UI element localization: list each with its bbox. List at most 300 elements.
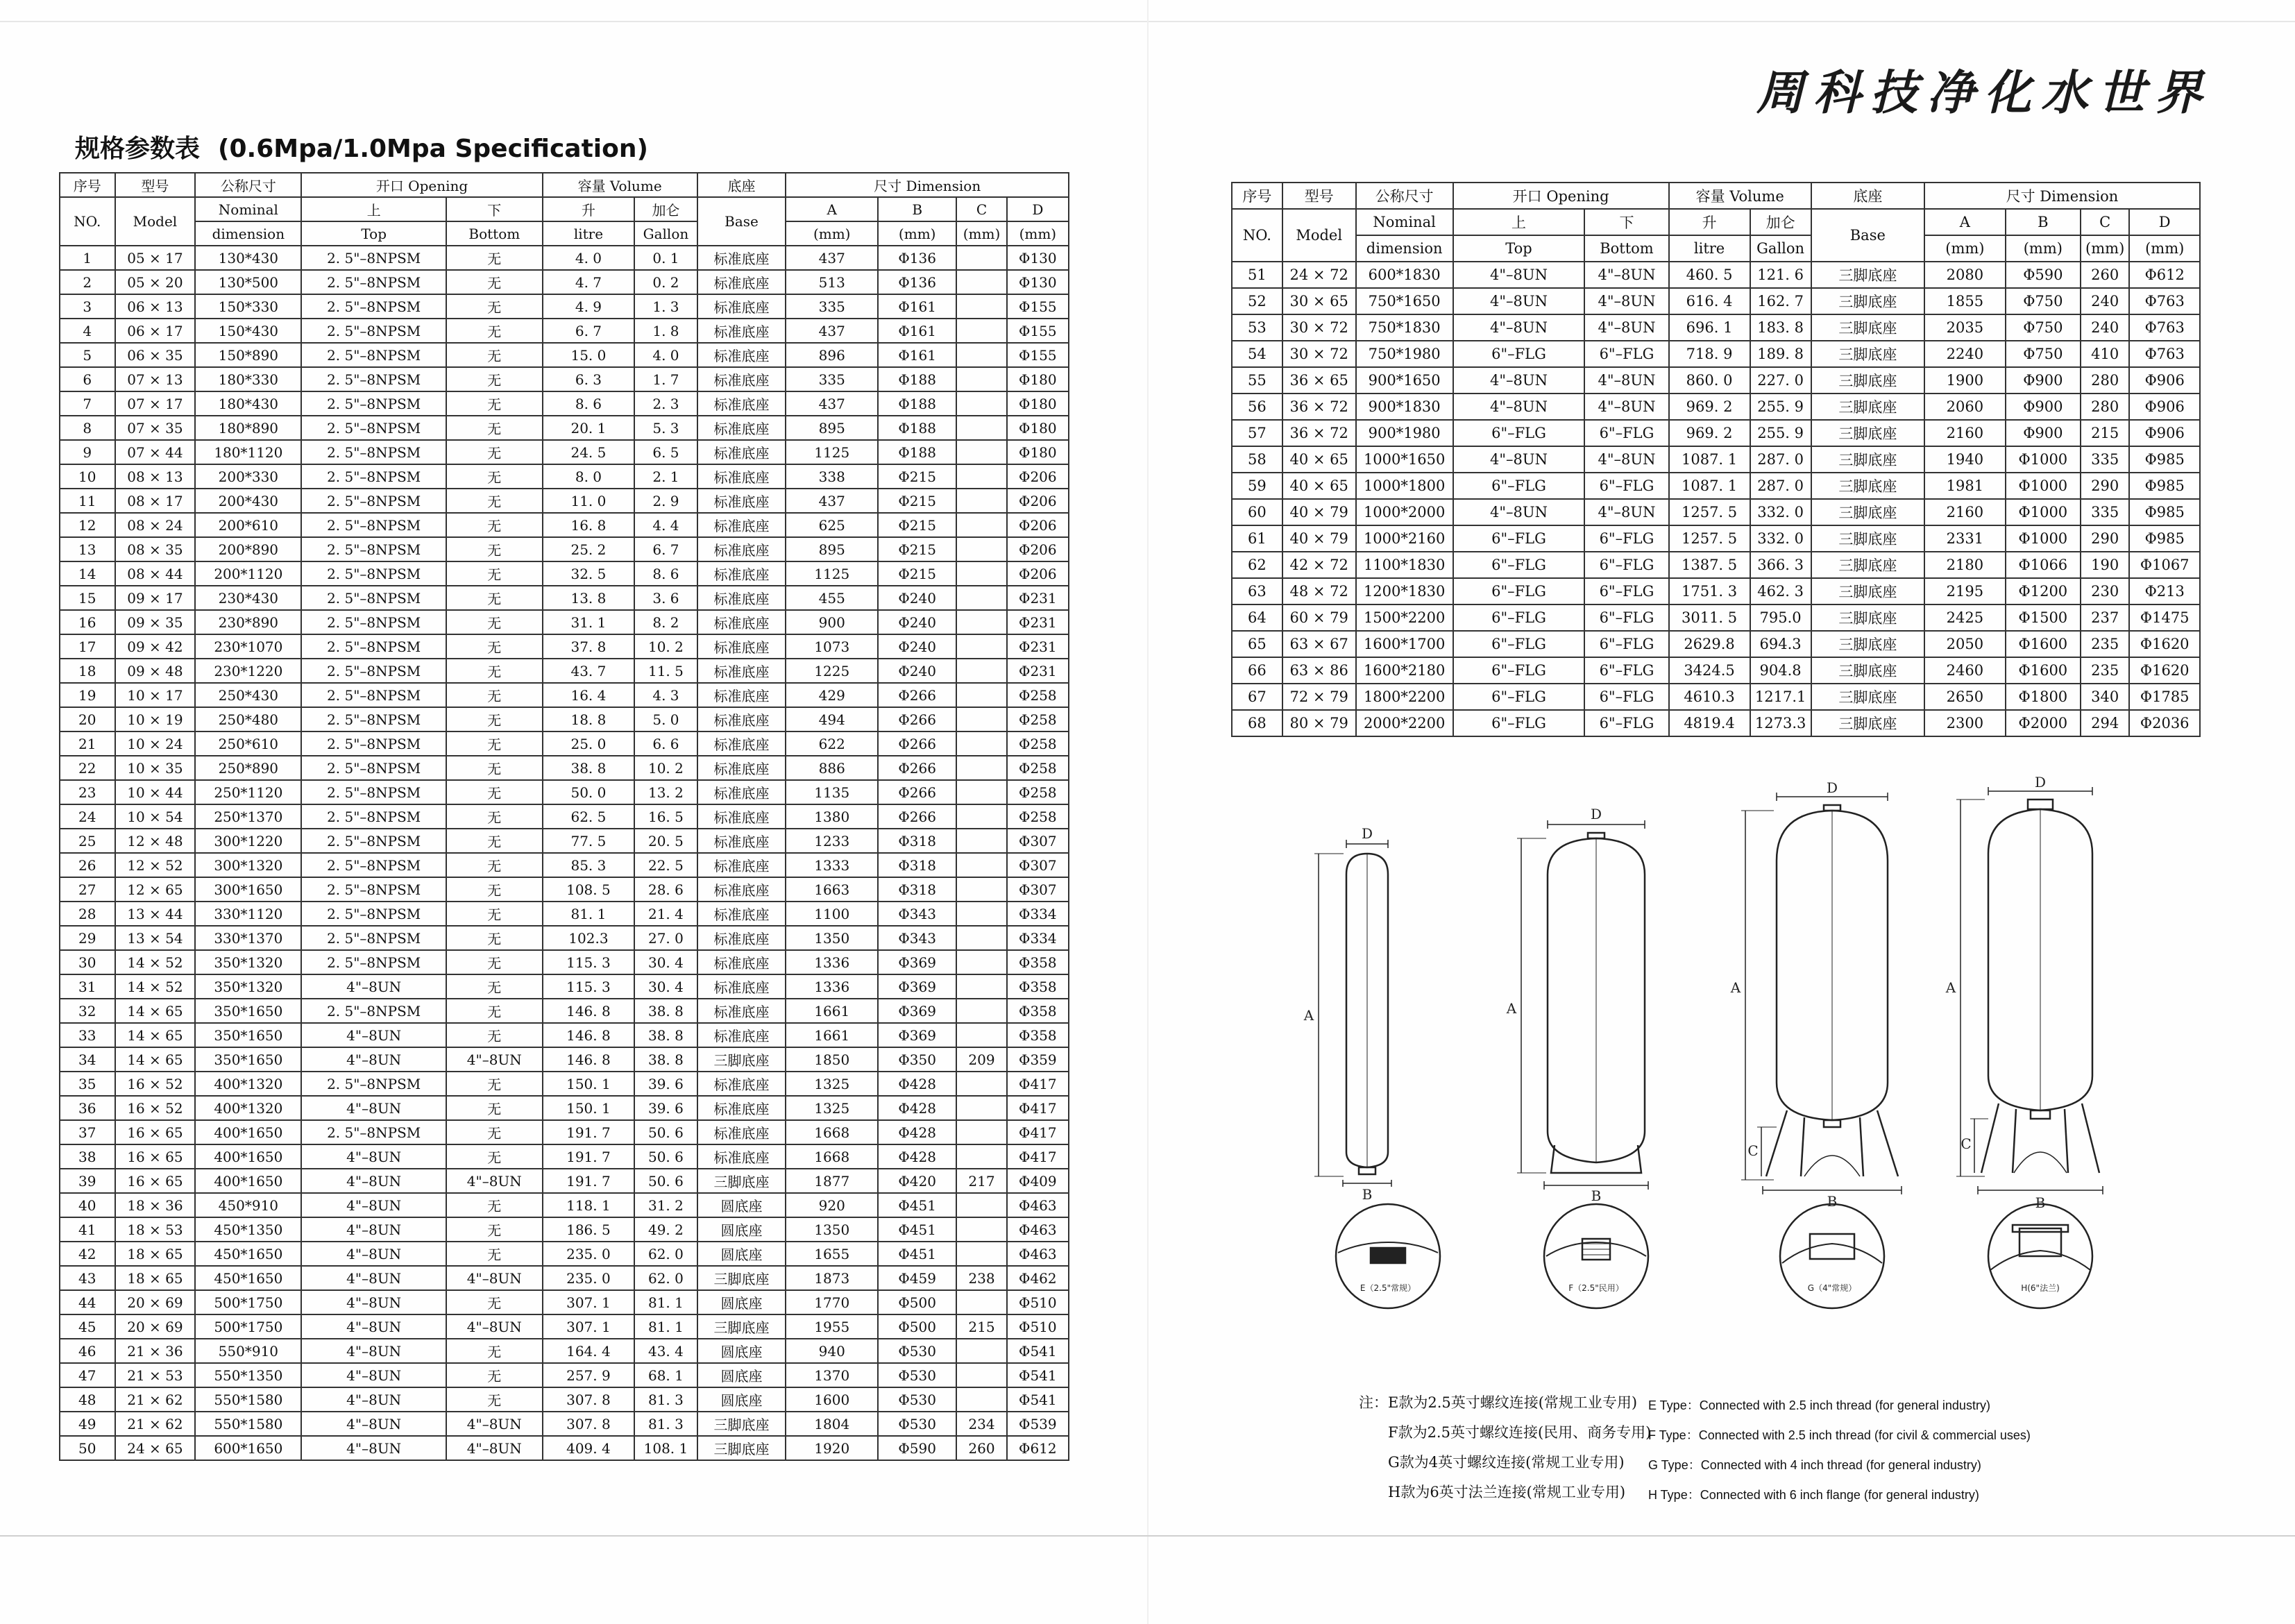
- table-cell: 77. 5: [543, 829, 635, 853]
- table-cell: 09 × 42: [115, 634, 196, 659]
- table-cell: 5. 3: [634, 416, 697, 440]
- table-cell: 7: [60, 391, 115, 416]
- label-b-4: B: [2035, 1194, 2046, 1211]
- table-cell: 2425: [1924, 604, 2006, 631]
- table-cell: 180*1120: [195, 440, 301, 464]
- table-cell: 2. 5"–8NPSM: [301, 950, 446, 974]
- table-cell: 无: [446, 999, 543, 1023]
- label-b-2: B: [1591, 1187, 1602, 1204]
- table-cell: 215: [956, 1314, 1006, 1339]
- table-cell: 4"–8UN: [1453, 314, 1585, 341]
- table-row: [60, 586, 1069, 610]
- table-cell: 11. 5: [634, 659, 697, 683]
- table-cell: 6"–FLG: [1453, 604, 1585, 631]
- table-cell: Φ985: [2129, 525, 2200, 552]
- col-dimension: 尺寸 Dimension: [786, 173, 1069, 197]
- table-cell: 513: [786, 270, 878, 294]
- table-cell: 900: [786, 610, 878, 634]
- table-row: [60, 440, 1069, 464]
- table-cell: 18 × 36: [115, 1193, 196, 1217]
- table-cell: 圆底座: [697, 1339, 786, 1363]
- table-cell: 33: [60, 1023, 115, 1047]
- table-cell: 625: [786, 513, 878, 537]
- table-cell: 260: [956, 1436, 1006, 1460]
- note-zh-g: G款为4英寸螺纹连接(常规工业专用): [1388, 1454, 1625, 1471]
- table-cell: 209: [956, 1047, 1006, 1072]
- col-a: A: [1924, 209, 2006, 235]
- table-cell: 1325: [786, 1096, 878, 1120]
- table-cell: 1600*2180: [1356, 657, 1453, 684]
- table-cell: 2240: [1924, 341, 2006, 367]
- table-cell: 50: [60, 1436, 115, 1460]
- table-cell: 三脚底座: [1811, 341, 1924, 367]
- table-cell: 260: [2081, 262, 2130, 288]
- table-cell: 2: [60, 270, 115, 294]
- table-cell: 1370: [786, 1363, 878, 1387]
- table-cell: 191. 7: [543, 1144, 635, 1169]
- table-cell: Φ258: [1007, 707, 1069, 731]
- table-cell: 4"–8UN: [446, 1314, 543, 1339]
- table-cell: Φ334: [1007, 926, 1069, 950]
- table-cell: 14: [60, 561, 115, 586]
- table-cell: 21. 4: [634, 902, 697, 926]
- table-cell: Φ369: [878, 1023, 956, 1047]
- label-d-3: D: [1826, 779, 1838, 796]
- table-cell: 429: [786, 683, 878, 707]
- table-cell: 20. 5: [634, 829, 697, 853]
- table-cell: 6"–FLG: [1453, 341, 1585, 367]
- note-zh-h: H款为6英寸法兰连接(常规工业专用): [1388, 1484, 1626, 1500]
- table-cell: 4. 3: [634, 683, 697, 707]
- closeup-e-caption: E（2.5"常规）: [1360, 1283, 1416, 1293]
- table-cell: 895: [786, 416, 878, 440]
- table-cell: Φ343: [878, 902, 956, 926]
- col-d-unit: (mm): [1007, 221, 1069, 246]
- table-cell: 1125: [786, 440, 878, 464]
- table-cell: 108. 5: [543, 877, 635, 902]
- table-cell: 标准底座: [697, 440, 786, 464]
- table-cell: 4"–8UN: [301, 1363, 446, 1387]
- table-row: [1232, 499, 2200, 525]
- table-cell: Φ266: [878, 780, 956, 804]
- table-cell: 4"–8UN: [1453, 446, 1585, 473]
- table-cell: 无: [446, 586, 543, 610]
- table-cell: [956, 853, 1006, 877]
- table-cell: 189. 8: [1750, 341, 1811, 367]
- table-cell: 215: [2081, 420, 2130, 446]
- table-cell: Φ462: [1007, 1266, 1069, 1290]
- col-dimension: 尺寸 Dimension: [1924, 183, 2200, 209]
- table-cell: 三脚底座: [1811, 631, 1924, 657]
- table-cell: 20. 1: [543, 416, 635, 440]
- table-cell: 2. 3: [634, 391, 697, 416]
- table-cell: 圆底座: [697, 1363, 786, 1387]
- table-cell: 无: [446, 634, 543, 659]
- table-cell: 无: [446, 804, 543, 829]
- table-cell: [956, 513, 1006, 537]
- table-cell: 550*1350: [195, 1363, 301, 1387]
- table-cell: 无: [446, 1339, 543, 1363]
- table-cell: Φ1067: [2129, 552, 2200, 578]
- table-cell: 718. 9: [1669, 341, 1750, 367]
- table-cell: 2160: [1924, 420, 2006, 446]
- col-gallon-zh: 加仑: [634, 197, 697, 221]
- table-cell: Φ334: [1007, 902, 1069, 926]
- table-cell: 4"–8UN: [301, 1266, 446, 1290]
- table-cell: Φ900: [2006, 367, 2081, 394]
- table-cell: Φ906: [2129, 420, 2200, 446]
- table-cell: 三脚底座: [1811, 367, 1924, 394]
- table-cell: Φ358: [1007, 950, 1069, 974]
- col-d-unit: (mm): [2129, 235, 2200, 262]
- table-cell: Φ213: [2129, 578, 2200, 604]
- table-cell: 标准底座: [697, 999, 786, 1023]
- tank-diagrams: [1277, 774, 2221, 1367]
- table-cell: 2. 5"–8NPSM: [301, 489, 446, 513]
- table-cell: 60: [1232, 499, 1282, 525]
- table-cell: 31: [60, 974, 115, 999]
- table-cell: Φ750: [2006, 341, 2081, 367]
- table-cell: 300*1220: [195, 829, 301, 853]
- table-cell: 三脚底座: [1811, 684, 1924, 710]
- table-cell: 27: [60, 877, 115, 902]
- table-cell: 6"–FLG: [1453, 710, 1585, 736]
- table-cell: 2. 5"–8NPSM: [301, 391, 446, 416]
- table-row: [1232, 420, 2200, 446]
- col-model: 型号: [115, 173, 196, 197]
- table-cell: 标准底座: [697, 829, 786, 853]
- table-cell: 2. 5"–8NPSM: [301, 902, 446, 926]
- table-cell: 35: [60, 1072, 115, 1096]
- table-cell: 6"–FLG: [1453, 552, 1585, 578]
- table-cell: [956, 489, 1006, 513]
- table-cell: Φ463: [1007, 1217, 1069, 1242]
- table-cell: 437: [786, 246, 878, 270]
- table-cell: 无: [446, 343, 543, 367]
- table-cell: [956, 877, 1006, 902]
- table-cell: Φ459: [878, 1266, 956, 1290]
- table-cell: 437: [786, 319, 878, 343]
- table-cell: 4. 9: [543, 294, 635, 319]
- table-cell: 48 × 72: [1282, 578, 1356, 604]
- table-cell: 2000*2200: [1356, 710, 1453, 736]
- table-cell: 标准底座: [697, 634, 786, 659]
- table-cell: Φ318: [878, 877, 956, 902]
- table-cell: 11. 0: [543, 489, 635, 513]
- table-cell: 307. 1: [543, 1314, 635, 1339]
- table-cell: 2. 5"–8NPSM: [301, 926, 446, 950]
- table-cell: 3. 6: [634, 586, 697, 610]
- table-cell: 6"–FLG: [1584, 631, 1668, 657]
- table-cell: 2. 5"–8NPSM: [301, 537, 446, 561]
- table-row: [1232, 657, 2200, 684]
- note-en-h: H Type：Connected with 6 inch flange (for general industry): [1648, 1488, 1979, 1502]
- table-cell: 49. 2: [634, 1217, 697, 1242]
- table-cell: 2060: [1924, 394, 2006, 420]
- table-cell: 标准底座: [697, 537, 786, 561]
- table-cell: Φ420: [878, 1169, 956, 1193]
- col-top-en: Top: [301, 221, 446, 246]
- table-cell: Φ240: [878, 610, 956, 634]
- table-cell: 750*1980: [1356, 341, 1453, 367]
- table-cell: 16 × 65: [115, 1144, 196, 1169]
- table-cell: 340: [2081, 684, 2130, 710]
- table-cell: 450*1350: [195, 1217, 301, 1242]
- col-bottom-en: Bottom: [446, 221, 543, 246]
- table-cell: Φ1000: [2006, 473, 2081, 499]
- table-cell: 1100: [786, 902, 878, 926]
- table-cell: 20 × 69: [115, 1314, 196, 1339]
- table-cell: 4"–8UN: [301, 974, 446, 999]
- table-cell: 标准底座: [697, 1096, 786, 1120]
- table-cell: Φ1620: [2129, 631, 2200, 657]
- table-row: [60, 1072, 1069, 1096]
- table-cell: Φ155: [1007, 294, 1069, 319]
- table-cell: 235: [2081, 631, 2130, 657]
- table-cell: Φ258: [1007, 683, 1069, 707]
- table-cell: Φ463: [1007, 1242, 1069, 1266]
- table-cell: 39. 6: [634, 1072, 697, 1096]
- table-cell: 5: [60, 343, 115, 367]
- table-cell: 230*890: [195, 610, 301, 634]
- col-opening: 开口 Opening: [301, 173, 542, 197]
- table-cell: 183. 8: [1750, 314, 1811, 341]
- table-cell: 25. 2: [543, 537, 635, 561]
- table-cell: 无: [446, 537, 543, 561]
- table-cell: 64: [1232, 604, 1282, 631]
- table-cell: 2180: [1924, 552, 2006, 578]
- table-cell: [956, 1096, 1006, 1120]
- table-cell: [956, 343, 1006, 367]
- table-cell: 3011. 5: [1669, 604, 1750, 631]
- table-row: [60, 1290, 1069, 1314]
- table-cell: 969. 2: [1669, 420, 1750, 446]
- table-cell: 200*890: [195, 537, 301, 561]
- col-no-en: NO.: [60, 197, 115, 246]
- table-cell: Φ155: [1007, 319, 1069, 343]
- table-cell: 14 × 65: [115, 1023, 196, 1047]
- table-cell: 366. 3: [1750, 552, 1811, 578]
- table-cell: 81. 1: [634, 1314, 697, 1339]
- table-cell: 无: [446, 902, 543, 926]
- table-cell: 4819.4: [1669, 710, 1750, 736]
- table-cell: Φ161: [878, 343, 956, 367]
- table-cell: 8. 6: [543, 391, 635, 416]
- table-cell: 4"–8UN: [1584, 288, 1668, 314]
- col-b: B: [2006, 209, 2081, 235]
- table-cell: Φ343: [878, 926, 956, 950]
- tank-standard-base: [1314, 840, 1391, 1187]
- table-cell: 标准底座: [697, 756, 786, 780]
- table-cell: 40: [60, 1193, 115, 1217]
- table-cell: [956, 294, 1006, 319]
- table-cell: 6"–FLG: [1584, 710, 1668, 736]
- col-nominal-en2: dimension: [1356, 235, 1453, 262]
- table-cell: 63 × 67: [1282, 631, 1356, 657]
- table-cell: 三脚底座: [1811, 525, 1924, 552]
- col-model-en: Model: [115, 197, 196, 246]
- table-cell: [956, 683, 1006, 707]
- table-cell: 900*1830: [1356, 394, 1453, 420]
- table-cell: 2650: [1924, 684, 2006, 710]
- table-cell: 24: [60, 804, 115, 829]
- table-cell: 2. 5"–8NPSM: [301, 586, 446, 610]
- col-nominal-en: Nominal: [195, 197, 301, 221]
- table-cell: 146. 8: [543, 1023, 635, 1047]
- table-cell: Φ510: [1007, 1290, 1069, 1314]
- table-cell: 19: [60, 683, 115, 707]
- table-cell: 1000*2160: [1356, 525, 1453, 552]
- table-cell: 80 × 79: [1282, 710, 1356, 736]
- table-cell: 无: [446, 416, 543, 440]
- table-cell: 900*1650: [1356, 367, 1453, 394]
- table-cell: 21 × 53: [115, 1363, 196, 1387]
- table-cell: 50. 6: [634, 1144, 697, 1169]
- table-cell: Φ215: [878, 464, 956, 489]
- table-cell: [956, 1363, 1006, 1387]
- table-cell: 0. 2: [634, 270, 697, 294]
- table-cell: [956, 999, 1006, 1023]
- table-cell: 标准底座: [697, 780, 786, 804]
- table-cell: 6. 7: [543, 319, 635, 343]
- table-row: [60, 780, 1069, 804]
- table-cell: 07 × 35: [115, 416, 196, 440]
- table-cell: 38. 8: [634, 1047, 697, 1072]
- table-cell: 550*910: [195, 1339, 301, 1363]
- table-cell: 40 × 65: [1282, 446, 1356, 473]
- table-cell: 186. 5: [543, 1217, 635, 1242]
- table-cell: [956, 319, 1006, 343]
- table-cell: 1600: [786, 1387, 878, 1412]
- table-cell: 63: [1232, 578, 1282, 604]
- table-cell: 1877: [786, 1169, 878, 1193]
- table-row: [60, 1023, 1069, 1047]
- table-row: [60, 343, 1069, 367]
- table-cell: Φ180: [1007, 440, 1069, 464]
- table-cell: 无: [446, 707, 543, 731]
- col-c: C: [956, 197, 1006, 221]
- table-cell: 标准底座: [697, 513, 786, 537]
- table-cell: 4"–8UN: [301, 1436, 446, 1460]
- col-b: B: [878, 197, 956, 221]
- table-cell: 1: [60, 246, 115, 270]
- table-cell: 2. 5"–8NPSM: [301, 464, 446, 489]
- table-cell: Φ900: [2006, 420, 2081, 446]
- table-row: [1232, 631, 2200, 657]
- table-cell: Φ906: [2129, 367, 2200, 394]
- col-top-zh: 上: [301, 197, 446, 221]
- table-cell: 21 × 62: [115, 1412, 196, 1436]
- table-cell: 4"–8UN: [1584, 394, 1668, 420]
- table-cell: 标准底座: [697, 319, 786, 343]
- table-cell: 146. 8: [543, 999, 635, 1023]
- table-cell: 三脚底座: [1811, 710, 1924, 736]
- table-cell: 257. 9: [543, 1363, 635, 1387]
- table-cell: 2. 5"–8NPSM: [301, 1120, 446, 1144]
- table-cell: 4"–8UN: [1584, 314, 1668, 341]
- table-cell: 400*1650: [195, 1144, 301, 1169]
- table-cell: 三脚底座: [1811, 288, 1924, 314]
- table-cell: 24 × 72: [1282, 262, 1356, 288]
- table-cell: [956, 537, 1006, 561]
- col-d: D: [2129, 209, 2200, 235]
- col-a-unit: (mm): [786, 221, 878, 246]
- table-cell: 无: [446, 1023, 543, 1047]
- table-cell: 38. 8: [543, 756, 635, 780]
- table-cell: Φ369: [878, 974, 956, 999]
- table-cell: 118. 1: [543, 1193, 635, 1217]
- table-cell: 694.3: [1750, 631, 1811, 657]
- table-row: [1232, 394, 2200, 420]
- table-cell: 8. 2: [634, 610, 697, 634]
- table-cell: [956, 829, 1006, 853]
- table-cell: 4"–8UN: [301, 1144, 446, 1169]
- label-c-4: C: [1961, 1135, 1972, 1152]
- table-row: [1232, 262, 2200, 288]
- table-cell: 6: [60, 367, 115, 391]
- table-cell: 250*610: [195, 731, 301, 756]
- table-cell: 2. 5"–8NPSM: [301, 270, 446, 294]
- table-cell: 1940: [1924, 446, 2006, 473]
- col-litre-en: litre: [543, 221, 635, 246]
- table-cell: 1668: [786, 1144, 878, 1169]
- table-cell: 18 × 65: [115, 1266, 196, 1290]
- table-cell: 410: [2081, 341, 2130, 367]
- table-cell: 6"–FLG: [1453, 684, 1585, 710]
- table-cell: 72 × 79: [1282, 684, 1356, 710]
- table-row: [60, 1266, 1069, 1290]
- table-cell: 1661: [786, 1023, 878, 1047]
- table-cell: 1000*1800: [1356, 473, 1453, 499]
- table-cell: 05 × 17: [115, 246, 196, 270]
- table-cell: 13 × 44: [115, 902, 196, 926]
- table-row: [60, 974, 1069, 999]
- table-cell: 三脚底座: [697, 1412, 786, 1436]
- table-cell: 1873: [786, 1266, 878, 1290]
- table-cell: 2. 5"–8NPSM: [301, 756, 446, 780]
- table-cell: 45: [60, 1314, 115, 1339]
- table-cell: 41: [60, 1217, 115, 1242]
- table-cell: 30. 4: [634, 974, 697, 999]
- col-opening: 开口 Opening: [1453, 183, 1669, 209]
- table-cell: 08 × 44: [115, 561, 196, 586]
- table-cell: 1655: [786, 1242, 878, 1266]
- table-cell: 三脚底座: [1811, 499, 1924, 525]
- table-cell: 无: [446, 1217, 543, 1242]
- table-cell: 2629.8: [1669, 631, 1750, 657]
- table-cell: Φ231: [1007, 610, 1069, 634]
- table-cell: 无: [446, 561, 543, 586]
- table-cell: 20 × 69: [115, 1290, 196, 1314]
- table-cell: [956, 707, 1006, 731]
- table-cell: 494: [786, 707, 878, 731]
- table-cell: Φ266: [878, 707, 956, 731]
- table-row: [60, 902, 1069, 926]
- table-cell: 1955: [786, 1314, 878, 1339]
- table-cell: 13: [60, 537, 115, 561]
- table-row: [60, 634, 1069, 659]
- table-cell: 无: [446, 974, 543, 999]
- table-cell: 280: [2081, 367, 2130, 394]
- table-row: [60, 1047, 1069, 1072]
- table-cell: Φ1500: [2006, 604, 2081, 631]
- table-cell: 200*610: [195, 513, 301, 537]
- table-row: [60, 1096, 1069, 1120]
- table-cell: [956, 391, 1006, 416]
- table-cell: [956, 586, 1006, 610]
- table-cell: 350*1650: [195, 999, 301, 1023]
- table-cell: 三脚底座: [697, 1436, 786, 1460]
